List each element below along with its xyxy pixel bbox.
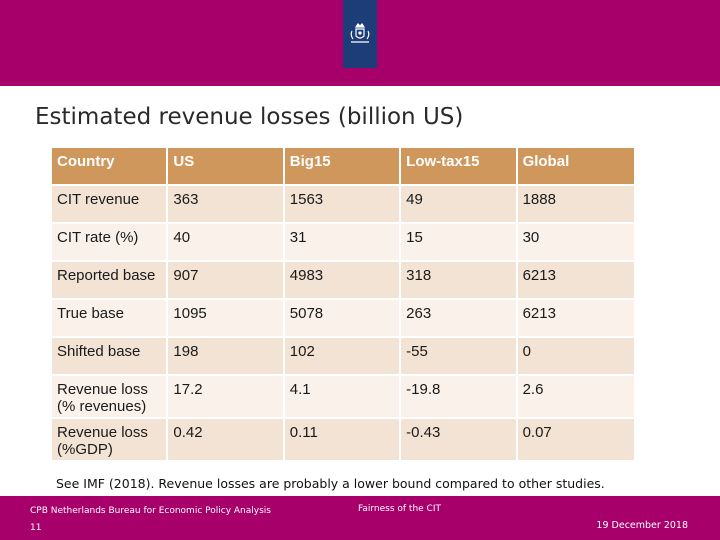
table-row [52,186,634,222]
table-cell: 30 [518,224,634,260]
column-header: US [168,148,282,184]
row-label: Reported base [52,262,166,298]
page-number: 11 [30,523,42,533]
slide-title: Estimated revenue losses (billion US) [35,104,464,130]
source-footnote: See IMF (2018). Revenue losses are probably a lower bound compared to other studies. [56,476,605,491]
row-label: CIT revenue [52,186,166,222]
table-cell: 0.42 [168,419,282,460]
footer-topic: Fairness of the CIT [358,504,441,514]
footer-bar [0,496,720,540]
column-header: Country [52,148,166,184]
table-cell: 1888 [518,186,634,222]
table-cell: 31 [285,224,399,260]
table-cell: 2.6 [518,376,634,417]
table-header-row [52,148,634,184]
table-cell: -19.8 [401,376,515,417]
table-row [52,376,634,417]
table-row [52,338,634,374]
table-cell: 40 [168,224,282,260]
table-cell: 102 [285,338,399,374]
table-cell: 363 [168,186,282,222]
footer-organization: CPB Netherlands Bureau for Economic Policy Analysis [30,506,271,516]
table-cell: 0 [518,338,634,374]
table-cell: 15 [401,224,515,260]
column-header: Global [518,148,634,184]
table-cell: 6213 [518,300,634,336]
row-label: Revenue loss (% revenues) [52,376,166,417]
table-cell: 318 [401,262,515,298]
column-header: Big15 [285,148,399,184]
table-cell: 263 [401,300,515,336]
table-cell: 907 [168,262,282,298]
table-cell: 0.11 [285,419,399,460]
row-label: True base [52,300,166,336]
table-cell: 49 [401,186,515,222]
table-cell: 0.07 [518,419,634,460]
table-cell: -55 [401,338,515,374]
row-label: Shifted base [52,338,166,374]
table-row [52,262,634,298]
royal-coat-of-arms-icon [343,0,377,68]
footer-date: 19 December 2018 [596,520,688,531]
column-header: Low-tax15 [401,148,515,184]
table-cell: 1563 [285,186,399,222]
table-cell: 17.2 [168,376,282,417]
table-cell: -0.43 [401,419,515,460]
table-cell: 5078 [285,300,399,336]
table-cell: 4.1 [285,376,399,417]
row-label: CIT rate (%) [52,224,166,260]
revenue-loss-table [50,146,636,462]
header-bar [0,0,720,86]
table-row [52,224,634,260]
table-cell: 198 [168,338,282,374]
table-row [52,300,634,336]
row-label: Revenue loss (%GDP) [52,419,166,460]
table-cell: 1095 [168,300,282,336]
table-row [52,419,634,460]
table-cell: 4983 [285,262,399,298]
table-cell: 6213 [518,262,634,298]
